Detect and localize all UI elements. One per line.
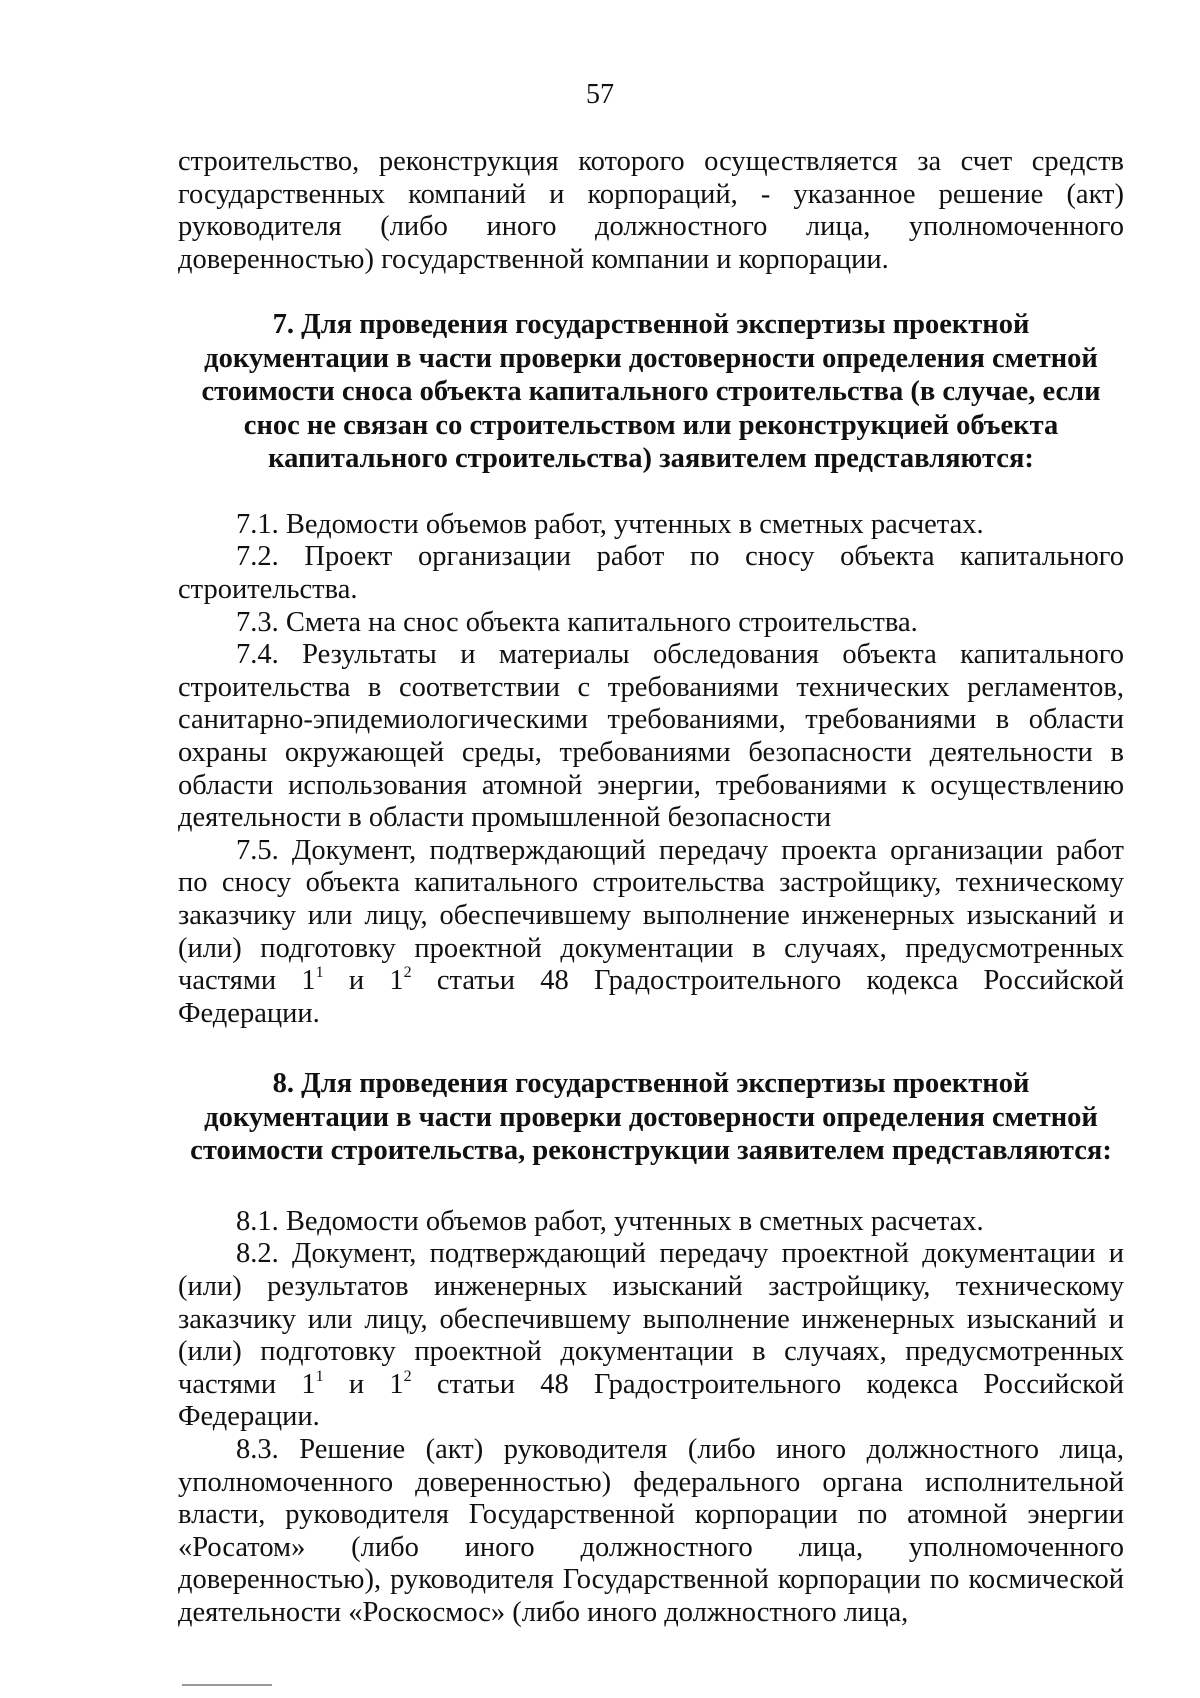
item-7-5: [178, 835, 1124, 1031]
item-7-5-text-b: и 1: [323, 965, 404, 997]
item-7-5-sup-b: 2: [403, 964, 412, 982]
item-7-5-text-a: 7.5. Документ, подтверждающий передачу проекта организации работ по сносу объекта капитального строительства застройщику, техническому заказчику или лицу, обеспечившему выполнение инженерных изысканий и (или) подготовку проектной документации в случаях, предусмотренных частями 1: [178, 834, 1124, 997]
item-8-2-sup-a: 1: [315, 1367, 324, 1385]
item-7-5-sup-a: 1: [315, 964, 324, 982]
item-7-3: 7.3. Смета на снос объекта капитального строительства.: [236, 606, 918, 638]
item-7-4: 7.4. Результаты и материалы обследования объекта капитального строительства в соответствии с требованиями технических регламентов, санитарно-эпидемиологическими требованиями, требованиями в области охраны окружающей среды, требованиями безопасности деятельности в области использования атомной энергии, требованиями к осуществлению деятельности в области промышленной безопасности: [178, 639, 1124, 834]
item-7-5-text-c: статьи 48 Градостроительного кодекса Российской Федерации.: [178, 965, 1124, 1029]
item-8-2: [178, 1238, 1124, 1434]
item-8-3: 8.3. Решение (акт) руководителя (либо иного должностного лица, уполномоченного доверенностью) федерального органа исполнительной власти, руководителя Государственной корпорации по атомной энергии «Росатом» (либо иного должностного лица, уполномоченного доверенностью), руководителя Государственной корпорации по космической деятельности «Роскосмос» (либо иного должностного лица,: [178, 1434, 1124, 1628]
section-7-heading: 7. Для проведения государственной экспертизы проектной документации в части проверки достоверности определения сметной стоимости сноса объекта капитального строительства (в случае, если снос не связан со строительством или реконструкцией объекта капитального строительства) заявителем представляются:: [201, 309, 1101, 475]
item-8-2-text-c: статьи 48 Градостроительного кодекса Российской Федерации.: [178, 1368, 1124, 1433]
scan-artifact-line: [182, 1684, 272, 1686]
page-number: 57: [586, 79, 614, 110]
item-7-2: 7.2. Проект организации работ по сносу объекта капитального строительства.: [178, 541, 1124, 606]
item-8-2-sup-b: 2: [403, 1367, 412, 1385]
item-8-1: 8.1. Ведомости объемов работ, учтенных в сметных расчетах.: [236, 1205, 984, 1237]
section-8-heading: 8. Для проведения государственной экспертизы проектной документации в части проверки достоверности определения сметной стоимости строительства, реконструкции заявителем представляются:: [190, 1068, 1112, 1167]
item-8-2-text-a: 8.2. Документ, подтверждающий передачу проектной документации и (или) результатов инженерных изысканий застройщику, техническому заказчику или лицу, обеспечившему выполнение инженерных изысканий и (или) подготовку проектной документации в случаях, предусмотренных частями 1: [178, 1238, 1124, 1400]
item-8-2-text-b: и 1: [323, 1368, 404, 1400]
item-7-1: 7.1. Ведомости объемов работ, учтенных в сметных расчетах.: [236, 508, 984, 540]
document-body: [178, 146, 1124, 1630]
intro-paragraph: строительство, реконструкция которого осуществляется за счет средств государственных компаний и корпораций, - указанное решение (акт) руководителя (либо иного должностного лица, уполномоченного доверенностью) государственной компании и корпорации.: [178, 146, 1124, 275]
